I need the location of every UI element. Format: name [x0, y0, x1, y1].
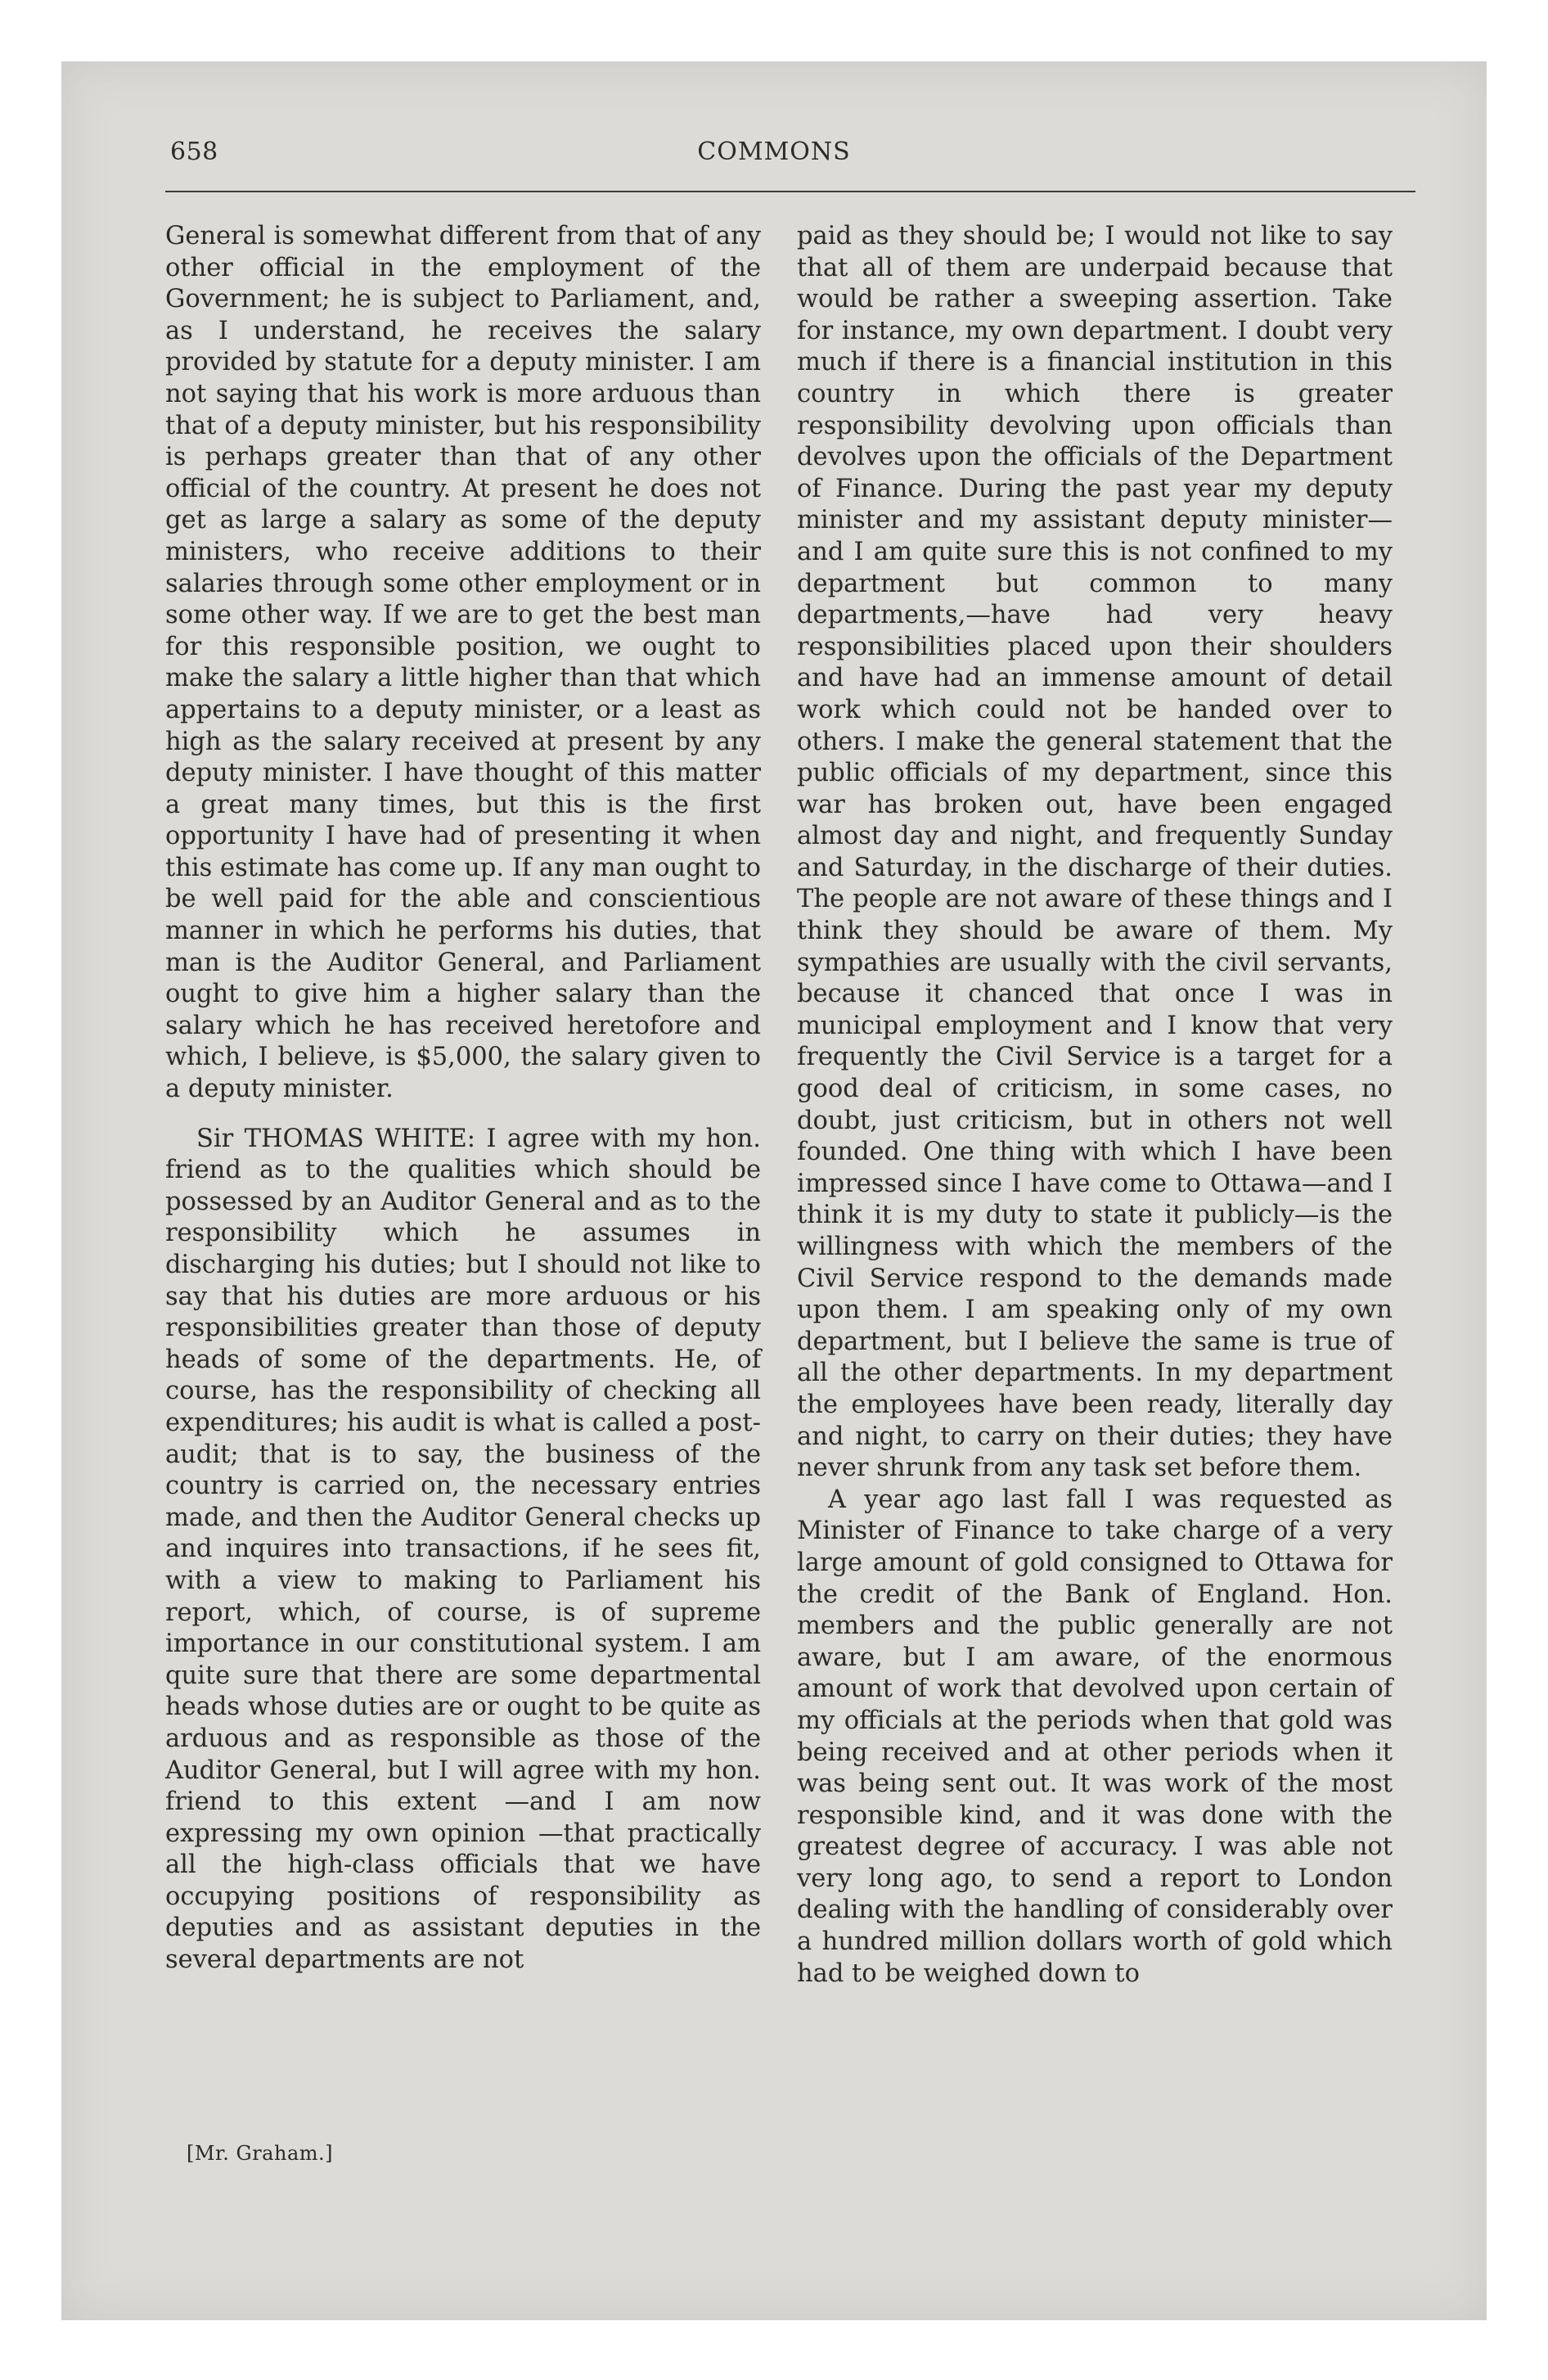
left-paragraph-2-text: I agree with my hon. friend as to the qualities which should be possessed by an Auditor General and as to the responsibility which he assumes in discharging his duties; but I should not like to say that his duties are more arduous or his responsibilities greater than those of deputy heads of some of the departments. He, of course, has the responsibility of checking all expenditures; his audit is what is called a post-audit; that is to say, the business of the country is carried on, the necessary entries made, and then the Auditor General checks up and inquires into transactions, if he sees fit, with a view to making to Parliament his report, which, of course, is of supreme importance in our constitutional system. I am quite sure that there are some departmental heads whose duties are or ought to be quite as arduous and as responsible as those of the Auditor General, but I will agree with my hon. friend to this extent —and I am now expressing my own opinion —that practically all the high-class officials that we have occupying positions of responsibility as deputies and as assistant deputies in the several departments are not — [165, 1124, 762, 1975]
header-rule — [165, 191, 1415, 192]
speaker-name: Sir THOMAS WHITE: — [196, 1124, 476, 1153]
right-paragraph-1: paid as they should be; I would not like to say that all of them are underpaid because that would be rather a sweeping assertion. Take for instance, my own department. I doubt very much if there is a financial institution in this country in which there is greater responsibility devolving upon officials than devolves upon the officials of the Department of Finance. During the past year my deputy minister and my assistant deputy minister—and I am quite sure this is not confined to my department but common to many departments,—have had very heavy responsibilities placed upon their shoulders and have had an immense amount of detail work which could not be handed over to others. I make the general statement that the public officials of my department, since this war has broken out, have been engaged almost day and night, and frequently Sunday and Saturday, in the discharge of their duties. The people are not aware of these things and I think they should be aware of them. My sympathies are usually with the civil servants, because it chanced that once I was in municipal employment and I know that very frequently the Civil Service is a target for a good deal of criticism, in some cases, no doubt, just criticism, but in others not well founded. One thing with which I have been impressed since I have come to Ottawa—and I think it is my duty to state it publicly—is the willingness with which the members of the Civil Service respond to the demands made upon them. I am speaking only of my own department, but I believe the same is true of all the other departments. In my department the employees have been ready, literally day and night, to carry on their duties; they have never shrunk from any task set before them. — [797, 222, 1393, 1483]
page-number: 658 — [170, 137, 218, 166]
left-paragraph-1: General is somewhat different from that of any other official in the employment of the Government; he is subject to Parliament, and, as I understand, he receives the salary provided by statute for a deputy minister. I am not saying that his work is more arduous than that of a deputy minister, but his responsibility is perhaps greater than that of any other official of the country. At present he does not get as large a salary as some of the deputy ministers, who receive additions to their salaries through some other employment or in some other way. If we are to get the best man for this responsible position, we ought to make the salary a little higher than that which appertains to a deputy minister, or a least as high as the salary received at present by any deputy minister. I have thought of this matter a great many times, but this is the first opportunity I have had of presenting it when this estimate has come up. If any man ought to be well paid for the able and conscientious manner in which he performs his duties, that man is the Auditor General, and Parliament ought to give him a higher salary than the salary which he has received heretofore and which, I believe, is $5,000, the salary given to a deputy minister. — [165, 222, 761, 1104]
left-column — [165, 221, 761, 1977]
running-title: COMMONS — [697, 137, 851, 166]
right-paragraph-2: A year ago last fall I was requested as Minister of Finance to take charge of a very large amount of gold consigned to Ottawa for the credit of the Bank of England. Hon. members and the public generally are not aware, but I am aware, of the enormous amount of work that devolved upon certain of my officials at the periods when that gold was being received and at other periods when it was being sent out. It was work of the most responsible kind, and it was done with the greatest degree of accuracy. I was able not very long ago, to send a report to London dealing with the handling of considerably over a hundred million dollars worth of gold which had to be weighed down to — [797, 1485, 1393, 1988]
speaker-footnote: [Mr. Graham.] — [187, 2142, 333, 2165]
right-column — [797, 221, 1393, 1990]
left-paragraph-2 — [165, 1124, 761, 1977]
